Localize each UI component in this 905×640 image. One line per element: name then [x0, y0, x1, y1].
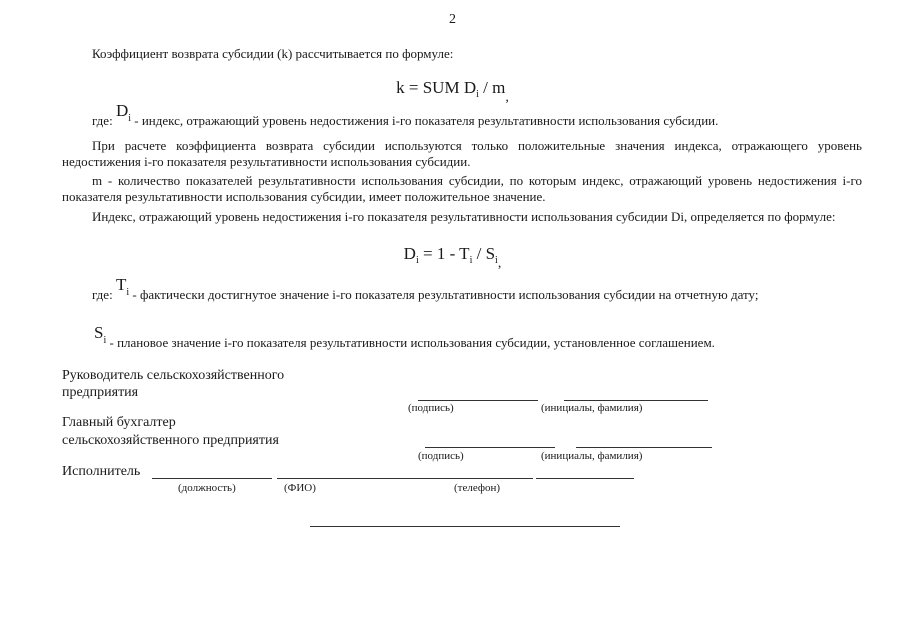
executor-phone-caption: (телефон)	[454, 482, 501, 494]
where-di	[92, 101, 862, 131]
where-ti-text: - фактически достигнутое значение i-го показателя результативности использования субсидии на отчетную дату;	[132, 287, 759, 302]
executor-name-line	[277, 478, 533, 479]
bottom-separator-line	[310, 526, 620, 527]
formula-di-trail: ,	[497, 256, 502, 271]
formula-k-trail: ,	[505, 90, 509, 105]
formula-k-sub: i	[476, 89, 479, 100]
where-si-sub: i	[103, 335, 107, 346]
paragraph-m-definition: m - количество показателей результативности использования субсидии, по которым индекс, отражающий уровень недостижения i-го показателя результативности использования субсидии, имеет положительное значение.	[62, 173, 862, 204]
accountant-signature-line	[425, 447, 555, 448]
head-signature-caption: (подпись)	[408, 402, 454, 414]
executor-phone-line	[536, 478, 634, 479]
head-title-line1: Руководитель сельскохозяйственного	[62, 368, 285, 383]
where-ti-prefix: где:	[92, 287, 113, 302]
where-si	[94, 323, 864, 353]
accountant-initials-caption: (инициалы, фамилия)	[541, 450, 643, 462]
formula-k-rhs: / m	[478, 78, 506, 97]
head-signature-line	[418, 400, 538, 401]
accountant-title-line2: сельскохозяйственного предприятия	[62, 433, 279, 448]
accountant-initials-line	[576, 447, 712, 448]
where-ti-symbol: T	[115, 275, 127, 294]
formula-k	[0, 78, 905, 106]
formula-di-s-sub: i	[495, 255, 498, 266]
where-si-text: - плановое значение i-го показателя результативности использования субсидии, установленное соглашением.	[109, 335, 715, 350]
where-di-text: - индекс, отражающий уровень недостижения i-го показателя результативности использования субсидии.	[134, 113, 719, 128]
formula-di	[0, 244, 905, 272]
where-di-symbol: D	[115, 101, 129, 120]
accountant-title-line1: Главный бухгалтер	[62, 415, 176, 430]
formula-di-t-sub: i	[469, 255, 473, 266]
formula-di-mid: = 1 - T	[418, 244, 470, 263]
head-initials-caption: (инициалы, фамилия)	[541, 402, 643, 414]
executor-label: Исполнитель	[62, 464, 141, 479]
executor-name-caption: (ФИО)	[284, 482, 316, 494]
formula-di-div: / S	[472, 244, 496, 263]
head-title-line2: предприятия	[62, 385, 139, 400]
formula-k-lhs: k = SUM D	[396, 78, 477, 97]
executor-position-line	[152, 478, 272, 479]
where-si-symbol: S	[94, 323, 104, 342]
accountant-signature-caption: (подпись)	[418, 450, 464, 462]
head-initials-line	[564, 400, 708, 401]
formula-di-d-sub: i	[415, 255, 419, 266]
where-di-sub: i	[128, 113, 131, 124]
where-ti	[62, 275, 862, 305]
paragraph-index-formula: Индекс, отражающий уровень недостижения i-го показателя результативности использования субсидии Di, определяется по формуле:	[92, 209, 836, 224]
formula-di-d: D	[403, 244, 416, 263]
paragraph-positive-values: При расчете коэффициента возврата субсидии используются только положительные значения индекса, отражающего уровень недостижения i-го показателя результативности использования субсидии.	[62, 138, 862, 169]
where-ti-sub: i	[126, 287, 130, 298]
intro-paragraph: Коэффициент возврата субсидии (k) рассчитывается по формуле:	[92, 46, 454, 61]
where-di-prefix: где:	[92, 113, 113, 128]
executor-position-caption: (должность)	[178, 482, 236, 494]
page-number: 2	[449, 12, 456, 27]
